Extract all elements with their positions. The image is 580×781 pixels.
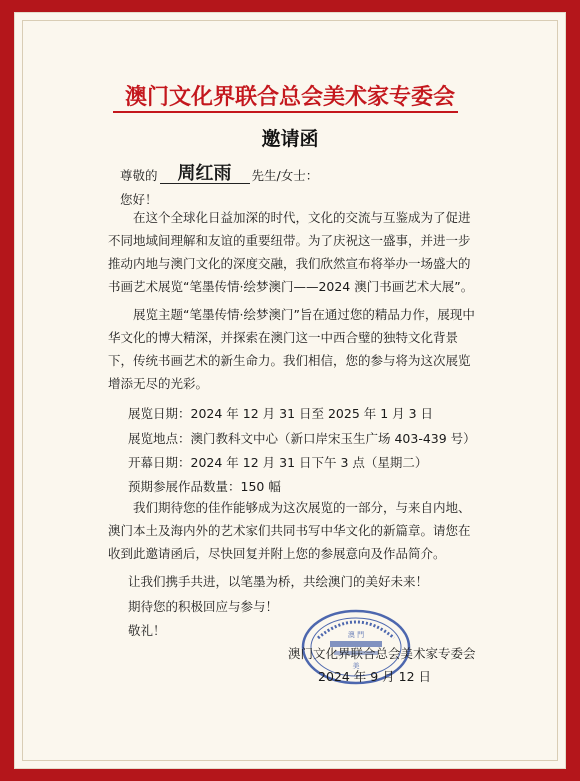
svg-text:美: 美 — [352, 662, 360, 670]
letter-subtitle: 邀请函 — [261, 128, 319, 150]
greeting-suffix: 先生/女士： — [251, 168, 319, 183]
info-opening-date: 开幕日期：2024 年 12 月 31 日下午 3 点（星期二） — [128, 455, 428, 470]
signature-date: 2024 年 9 月 12 日 — [318, 669, 432, 684]
signature-organization: 澳门文化界联合总会美术家专委会 — [288, 646, 476, 661]
paragraph-2: 展览主题“笔墨传情·绘梦澳门”旨在通过您的精品力作，展现中华文化的博大精深，并探索在澳门这一中西合璧的独特文化背景下，传统书画艺术的新生命力。我们相信，您的参与将为这次展览增添无尽的光彩。 — [108, 307, 475, 391]
info-artwork-count: 预期参展作品数量：150 幅 — [128, 479, 281, 494]
svg-text:澳 門: 澳 門 — [347, 631, 365, 639]
recipient-name: 周红雨 — [160, 165, 250, 184]
letter-title: 澳门文化界联合总会美术家专委会 — [124, 85, 455, 110]
info-exhibition-date: 展览日期：2024 年 12 月 31 日至 2025 年 1 月 3 日 — [128, 406, 434, 421]
info-exhibition-venue: 展览地点：澳门教科文中心（新口岸宋玉生广场 403-439 号） — [128, 431, 476, 446]
closing-line-2: 期待您的积极回应与参与！ — [128, 599, 279, 614]
title-underline — [113, 111, 458, 113]
greeting-prefix: 尊敬的 — [120, 168, 158, 183]
greeting-hello: 您好！ — [120, 192, 158, 207]
paragraph-1: 在这个全球化日益加深的时代，文化的交流与互鉴成为了促进不同地域间理解和友谊的重要纽带。为了庆祝这一盛事，并进一步推动内地与澳门文化的深度交融，我们欣然宣布将举办一场盛大的书画艺术展览“笔墨传情·绘梦澳门——2024 澳门书画艺术大展”。 — [108, 210, 474, 294]
greeting-line — [120, 165, 318, 184]
closing-salutation: 敬礼！ — [128, 623, 166, 638]
paragraph-3: 我们期待您的佳作能够成为这次展览的一部分，与来自内地、澳门本土及海内外的艺术家们共同书写中华文化的新篇章。请您在收到此邀请函后，尽快回复并附上您的参展意向及作品简介。 — [108, 500, 471, 561]
closing-line-1: 让我们携手共进，以笔墨为桥，共绘澳门的美好未来！ — [128, 574, 429, 589]
